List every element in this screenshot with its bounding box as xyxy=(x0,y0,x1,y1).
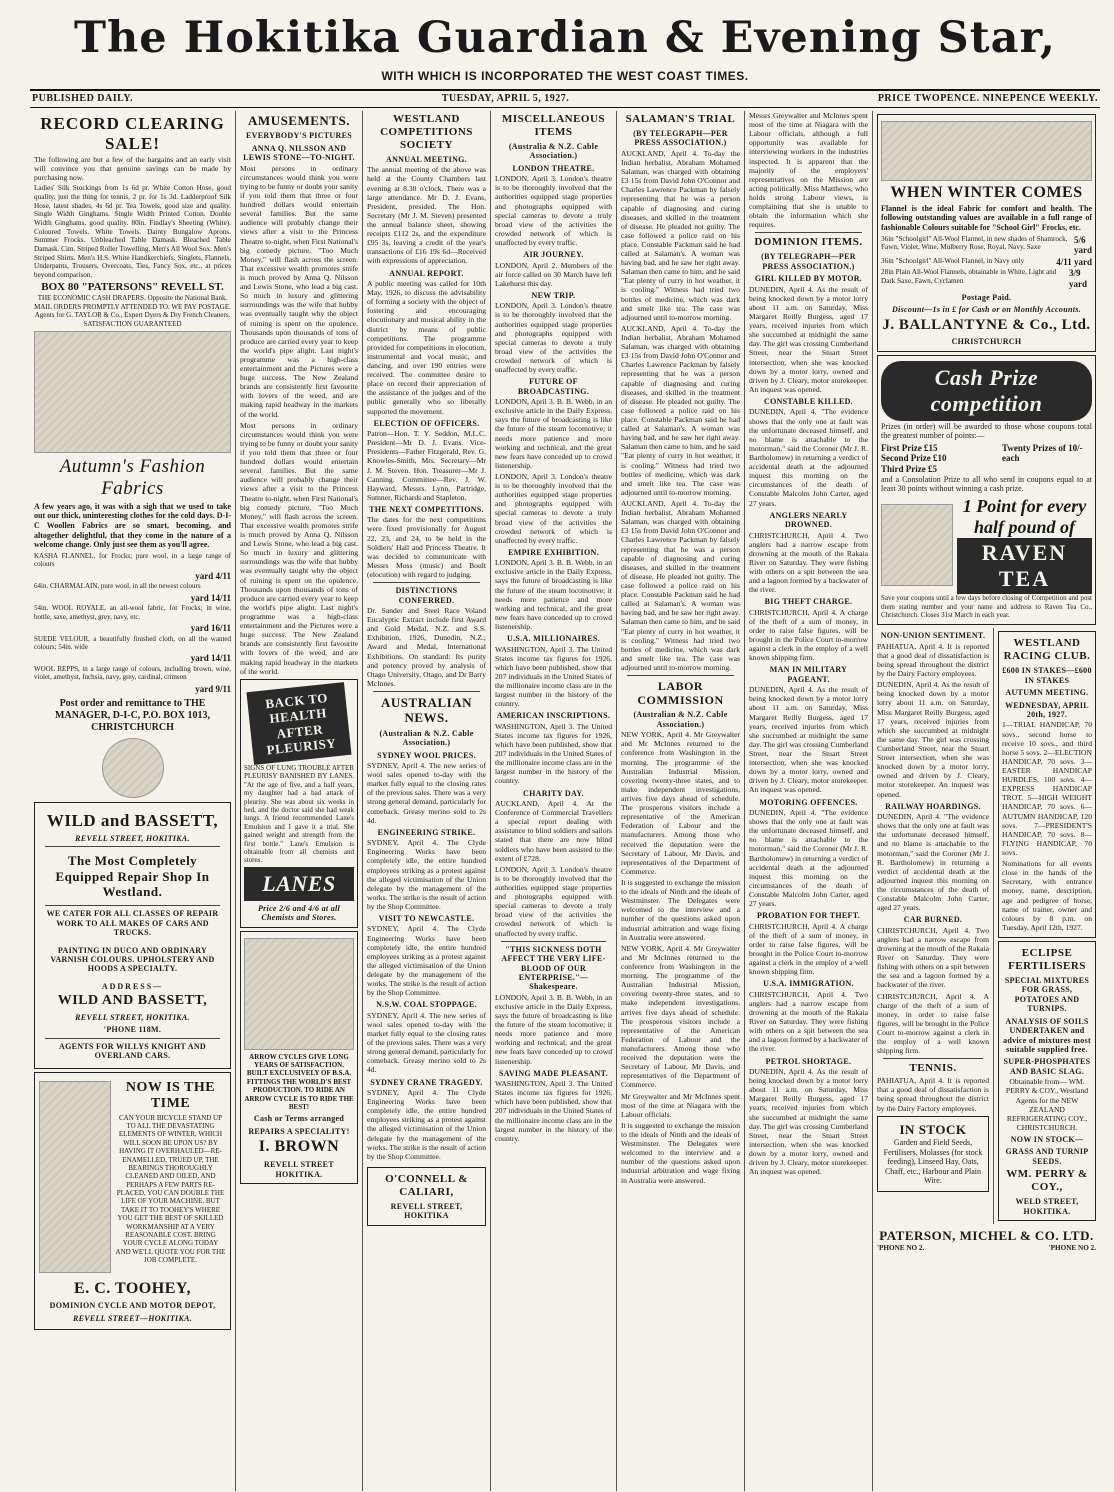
constable-text: DUNEDIN, April 4. "The evidence shows that the only one at fault was the unfortunate deceased himself, and no blame is attachable to the motorman," said the Coroner (Mr J. R. Bartholomew) in returning a verdict of accidental death at the adjourned inquest this morning on the circumstances of the death of Constable Malcolm John Carter, aged 27 years. xyxy=(749,407,868,508)
misc-sub: (Australia & N.Z. Cable Association.) xyxy=(508,141,599,161)
raven-bird-illustration xyxy=(881,504,953,586)
wild-paint: PAINTING IN DUCO AND ORDINARY VARNISH COLOURS. UPHOLSTERY AND HOODS A SPECIALTY. xyxy=(50,945,215,974)
post-order: Post order and remittance to THE MANAGER, D-I-C, P.O. BOX 1013, CHRISTCHURCH xyxy=(55,698,210,733)
wild-cater: WE CATER FOR ALL CLASSES OF REPAIR WORK TO ALL MAKES OF CARS AND TRUCKS. xyxy=(46,909,219,938)
usa-text: WASHINGTON, April 3. The United States income tax figures for 1926, which have been published, show that 207 individuals in the United States of the millionaire income class are in the largest number in the history of the country. xyxy=(495,644,612,709)
now-in-stock: NOW IN STOCK— xyxy=(1010,1134,1084,1144)
eclipse-sub: SPECIAL MIXTURES FOR GRASS, POTATOES AND TURNIPS. xyxy=(1004,975,1090,1014)
cash-prize-title: Cash Prize competition xyxy=(881,361,1092,421)
phone-right: 'PHONE NO 2. xyxy=(1048,1244,1096,1253)
consolation-prizes: Twenty Prizes of 10/- each xyxy=(1002,442,1083,464)
racing-events: 1—TRIAL HANDICAP, 70 sovs., second horse to receive 10 sovs., and third horse 5 sovs. 2—ELECTION HANDICAP, 70 sovs. 3—EASTER HANDICAP HURDLES, 100 sovs. 4—EXPRESS HANDICAP TROT. 5—HIGH WEIGHT HANDICAP, 70 sovs. 6—AUTUMN HANDICAP, 120 sovs. 7—PRESIDENT'S HANDICAP, 70 sovs. 8—FLYING HANDICAP, 70 sovs. xyxy=(1002,720,1092,858)
toohey-name: E. C. TOOHEY, xyxy=(74,1279,191,1297)
phone-left: 'PHONE NO 2. xyxy=(877,1244,925,1253)
wild-address: WILD AND BASSETT, xyxy=(57,993,208,1009)
fabric-5: WOOL REPPS, in a large range of colours, including brown, wine, violet, amethyst, fuchsia, navy, grey, cardinal, crimson xyxy=(34,664,231,682)
military-text: DUNEDIN, April 4. As the result of being knocked down by a motor lorry about 11 a.m. on Saturday, Miss Margaret Reilly Burgess, aged 17 years, received injuries from which she succumbed at midnight the same day. The girl was crossing Cumberland Street, near the Stuart Street intersection, when she was knocked down by a motor lorry, owned and driven by J. Cleary, motor storekeeper. An inquest was opened. xyxy=(749,685,868,795)
fabric-4: SUEDE VELOUR, a beautifully finished cloth, on all the wanted colours; 54in. wide xyxy=(34,634,231,651)
nonunion-text: PAHIATUA, April 4. It is reported that a good deal of dissatisfaction is being spread throughout the district by the Dairy Factory employees. xyxy=(877,641,989,679)
oconnell-name: O'CONNELL & CALIARI, xyxy=(385,1172,468,1198)
postage-paid: Postage Paid. xyxy=(961,292,1012,302)
london-theatre: LONDON THEATRE. xyxy=(512,163,595,173)
distinctions-title: DISTINCTIONS CONFERRED. xyxy=(395,586,458,605)
first-prize: First Prize £15 xyxy=(881,442,938,453)
labor-title: LABOR COMMISSION xyxy=(637,679,724,708)
wild-street: REVELL STREET, HOKITIKA. xyxy=(75,833,190,843)
winter-item-1: 36in "Schoolgirl" All-Wool Flannel, in new shades of Shamrock, Fawn, Violet, Wine, Mulberry Rose, Royal, Navy, Saxe xyxy=(881,234,1068,252)
wild-title: WILD and BASSETT, xyxy=(46,810,219,830)
in-stock-ad xyxy=(877,1116,989,1192)
engineering-strike: ENGINEERING STRIKE. xyxy=(377,827,476,837)
usa-immigration: U.S.A. IMMIGRATION. xyxy=(763,979,854,989)
anglers-text: CHRISTCHURCH, April 4. Two anglers had a narrow escape from drowning at the mouth of the Rakaia River on Saturday. They were fishing with others on a spit between the sea and a lagoon formed by a backwater of the river. xyxy=(749,530,868,595)
winter-item-2: 36in "Schoolgirl" All-Wool Flannel, in Navy only xyxy=(881,256,1025,265)
now-title: NOW IS THE TIME xyxy=(125,1079,216,1112)
probation-theft: PROBATION FOR THEFT. xyxy=(756,911,861,921)
railway-text: DUNEDIN, April 4. "The evidence shows that the only one at fault was the unfortunate deceased himself, and no blame is attachable to the motorman," said the Coroner (Mr J. R. Bartholomew) in returning a verdict of accidental death at the adjourned inquest this morning on the circumstances of the death of Constable Malcolm John Carter, aged 27 years. xyxy=(877,812,989,913)
labor-text-2-repeat: It is suggested to exchange the mission to the ideals of Ninth and the ideals of Westminster. The Delegates were welcomed to the interview and a number of the questions asked upon industrial arbitration and wage fixing in Australia were answered. xyxy=(621,1120,740,1185)
ballantyne-name: J. BALLANTYNE & Co., Ltd. xyxy=(882,316,1091,333)
nonunion-text-cont: DUNEDIN, April 4. As the result of being knocked down by a motor lorry about 11 a.m. on Saturday, Miss Margaret Reilly Burgess, aged 17 years, received injuries from which she succumbed at midnight the same day. The girl was crossing Cumberland Street, near the Stuart Street intersection, when she was knocked down by a motor lorry, owned and driven by J. Cleary, motor storekeeper. An inquest was opened. xyxy=(877,680,989,799)
racing-club-title: WESTLAND RACING CLUB. xyxy=(1003,637,1091,663)
labor-sub: (Australian & N.Z. Cable Association.) xyxy=(633,710,728,729)
fashion-illustration xyxy=(34,331,231,453)
patersons-note: THE ECONOMIC CASH DRAPERS. Opposite the National Bank. MAIL ORDERS PROMPTLY ATTENDED TO. WE PAY POSTAGE. Agents for G. TAYLOR & Co., Expert Dyers & Dry French Cleaners. SATISFACTION GUARANTEED xyxy=(34,294,231,328)
masthead-subtitle: WITH WHICH IS INCORPORATED THE WEST COAST TIMES. xyxy=(381,69,749,83)
winter-text: Flannel is the ideal Fabric for comfort and health. The following outstanding values are available in a full range of fashionable Colours suitable for "School Girl" Frocks, etc. xyxy=(881,203,1092,233)
fabric-1: KASHA FLANNEL, for Frocks; pure wool, in a large range of colours xyxy=(34,551,231,569)
eclipse-title: ECLIPSE FERTILISERS xyxy=(1008,947,1086,972)
misc-title: MISCELLANEOUS ITEMS xyxy=(501,113,606,138)
fabric-4-price: yard 14/11 xyxy=(190,653,231,664)
saving-text: WASHINGTON, April 3. The United States income tax figures for 1926, which have been published, show that 207 individuals in the United States of the millionaire income class are in the largest number in the history of the country. xyxy=(495,1079,612,1143)
racing-date: WEDNESDAY, APRIL 20th, 1927. xyxy=(1005,700,1089,720)
tennis-title: TENNIS. xyxy=(909,1062,957,1075)
salaman-sub: (BY TELEGRAPH—PER PRESS ASSOCIATION.) xyxy=(633,128,728,148)
toohey-sub: DOMINION CYCLE AND MOTOR DEPOT, xyxy=(49,1301,216,1311)
grass-seeds: GRASS AND TURNIP SEEDS. xyxy=(1005,1147,1089,1166)
military-pageant: MAN IN MILITARY PAGEANT. xyxy=(769,665,848,684)
charity-text-cont: LONDON, April 3. London's theatre is to be thoroughly involved that the authorities equipped stage properties and photographs equipped with special cameras to devote a truly broad view of the activities the crowded network of which is unaffected by every traffic. xyxy=(495,864,612,938)
in-stock-items: Garden and Field Seeds, Fertilisers, Molasses (for stock feeding), Linseed Hay, Oats, Chaff, etc., Harbour and Plain Wire. xyxy=(883,1138,983,1186)
column-3 xyxy=(362,111,490,1491)
amusements-sub: EVERYBODY'S PICTURES xyxy=(246,131,352,141)
empire-exhibition: EMPIRE EXHIBITION. xyxy=(508,547,599,557)
petrol-text: DUNEDIN, April 4. As the result of being knocked down by a motor lorry about 11 a.m. on Saturday, Miss Margaret Reilly Burgess, aged 17 years, received injuries from which she succumbed at midnight the same day. The girl was crossing Cumberland Street, near the Stuart Street intersection, when she was knocked down by a motor lorry, owned and driven by J. Cleary, motor storekeeper. An inquest was opened. xyxy=(749,1066,868,1177)
tennis-text: PAHIATUA, April 4. It is reported that a good deal of dissatisfaction is being spread throughout the district by the Dairy Factory employees. xyxy=(877,1076,989,1113)
clearing-sale-title: RECORD CLEARING SALE! xyxy=(40,114,225,154)
car-burned-text-cont: CHRISTCHURCH, April 4. A charge of the theft of a sum of money, in order to raise false figures, will be brought in the Police Court to-morrow against a clerk in the employ of a well known shipping firm. xyxy=(877,991,989,1056)
back-to-health-text: SIGNS OF LUNG TROUBLE AFTER PLEURISY BANISHED BY LANES. "At the age of five, and a half years, my daughter had a bad attack of pleurisy. She was about six weeks in bed, and the doctor said she had weak lungs. A friend recommended Lane's Emulsion and I gave it a trial. She gained weight and strength from the first bottle." Lane's Emulsion is obtainable from all chemists and stores. xyxy=(244,764,354,865)
probation-text: CHRISTCHURCH, April 4. A charge of the theft of a sum of money, in order to raise false figures, will be brought in the Police Court to-morrow against a clerk in the employ of a well known shipping firm. xyxy=(749,921,868,977)
consolation-text: and a Consolation Prize to all who send in coupons equal to at least 30 points without winning a cash prize. xyxy=(881,474,1092,494)
brown-street: REVELL STREET HOKITIKA. xyxy=(264,1160,334,1179)
fabric-2: 64in. CHARMALAIN, pure wool, in all the newest colours xyxy=(34,582,201,591)
raven-tea-logo: RAVEN TEA xyxy=(957,538,1092,594)
nonunion-title: NON-UNION SENTIMENT. xyxy=(880,631,986,641)
winter-title: WHEN WINTER COMES xyxy=(890,184,1083,201)
fabric-1-price: yard 4/11 xyxy=(195,570,231,581)
fabric-5-price: yard 9/11 xyxy=(195,683,231,694)
price: PRICE TWOPENCE. NINEPENCE WEEKLY. xyxy=(877,93,1098,105)
coal-text: SYDNEY, April 4. The new series of wool sales opened to-day with the market fully equal to the closing rates of the previous sales. There was a very strong general demand, particularly for comeback. Greasy merino sold to 2s 4d. xyxy=(367,1010,486,1075)
labor-text: NEW YORK, April 4. Mr Greywalter and Mr McInnes returned to the conference from Washington in the morning. The programme of the Australian Industrial Mission, covering twenty-three states, and to make independent investigations, arrives five days ahead of schedule. The prosperous visitors include a representative of the American Federation of Labour and the manufacturers. Among those who received the deputation were the Secretary of Labour, Mr Davis, and representatives of the Department of Commerce. xyxy=(621,730,740,876)
wild-headline: The Most Completely Equipped Repair Shop In Westland. xyxy=(55,853,210,899)
constable-killed: CONSTABLE KILLED. xyxy=(764,397,853,407)
arrow-text: ARROW CYCLES GIVE LONG YEARS OF SATISFACTION. BUILT EXCLUSIVELY OF B.S.A. FITTINGS THE WORLD'S BEST PRODUCTION. TO RIDE AN ARROW CYCLE IS TO RIDE THE BEST! xyxy=(244,1052,354,1111)
wild-bassett-ad xyxy=(34,802,231,1069)
dateline xyxy=(30,89,1100,108)
ballantyne-city: CHRISTCHURCH xyxy=(951,337,1022,347)
repairs-speciality: REPAIRS A SPECIALITY! xyxy=(248,1126,350,1136)
coal-stoppage: N.S.W. COAL STOPPAGE. xyxy=(376,1000,477,1010)
annual-meeting: ANNUAL MEETING. xyxy=(386,154,467,164)
labor-continued: Messrs Greywalter and McInnes spent most of the time at Niagara with the Labour officials, although a full opportunity was available for interviewing workers in the industries inspected. It is apparent that the majority of the employers' representatives on the Mission are acting politically. Miss Matthews, who holds strong Labour views, is complaining that she is unable to obtain the information which she requires. xyxy=(749,111,868,230)
dominion-sub: (BY TELEGRAPH—PER PRESS ASSOCIATION.) xyxy=(761,252,856,271)
australian-news-title: AUSTRALIAN NEWS. xyxy=(381,695,472,726)
big-theft-text: CHRISTCHURCH, April 4. A charge of the theft of a sum of money, in order to raise false figures, will be brought in the Police Court to-morrow against a clerk in the employ of a well known shipping firm. xyxy=(749,607,868,663)
sickness-text: LONDON, April 3. B. B. Webb, in an exclusive article in the Daily Express, says the future of broadcasting is like the future of the steam locomotive; it needs more patience and more working and technical, and the great new fears have conceded up to crowd listenership. xyxy=(495,992,612,1066)
car-burned-text: CHRISTCHURCH, April 4. Two anglers had a narrow escape from drowning at the mouth of the Rakaia River on Saturday. They were fishing with others on a spit between the sea and a lagoon formed by a backwater of the river. xyxy=(877,925,989,990)
air-journey: AIR JOURNEY. xyxy=(523,250,584,260)
perry-name: WM. PERRY & COY., xyxy=(1006,1168,1088,1194)
back-to-health-title: BACK TO HEALTH AFTER PLEURISY xyxy=(246,682,351,765)
girl-text: DUNEDIN, April 4. As the result of being knocked down by a motor lorry about 11 a.m. on Saturday, Miss Margaret Reilly Burgess, aged 17 years, received injuries from which she succumbed at midnight the same day. The girl was crossing Cumberland Street, near the Stuart Street intersection, when she was knocked down by a motor lorry, owned and driven by J. Cleary, motor storekeeper. An inquest was opened. xyxy=(749,284,868,394)
salaman-text: AUCKLAND, April 4. To-day the Indian herbalist, Abraham Mohamed Salaman, was charged with obtaining £3 15s from David John O'Connor and Charles Lawrence Packman by falsely representing that he was a person capable of diagnosing and curing diseases, and skilled in the treatment of disease. He pleaded not guilty. The case followed a police raid on his place. Constable Packman said he had called at Salaman's. A woman was having bad, and he saw her right away. Salaman then came to him, and he said "Eat plenty of curry in hot weather, it is cooling." Witness had tried two bottles of medicine, which was dark and smelt like tea. The case was adjourned until to-morrow morning. xyxy=(621,148,740,322)
winter-illustration xyxy=(881,121,1092,181)
brown-cycles-ad xyxy=(240,931,358,1184)
fabric-3-price: yard 16/11 xyxy=(190,622,231,633)
winter-item-3-price: 3/9 yard xyxy=(1069,268,1087,290)
raven-tea-ad xyxy=(877,355,1096,626)
new-trip-text: LONDON, April 3. London's theatre is to be thoroughly involved that the authorities equipped stage properties and photographs equipped with special cameras to devote a truly broad view of the activities the crowded network of which is unaffected by every traffic. xyxy=(495,301,612,375)
issue-date: TUESDAY, APRIL 5, 1927. xyxy=(441,93,570,105)
charity-text: AUCKLAND, April 4. At the Conference of Commercial Travellers a special report dealing with assistance to blind soldiers and sailors stated that there are now blind soldiers who have been assisted to the extent of £728. xyxy=(495,798,612,863)
winter-item-1-price: 5/6 yard xyxy=(1074,234,1092,256)
amusements-title: AMUSEMENTS. xyxy=(248,113,350,128)
paterson-michel: PATERSON, MICHEL & CO. LTD. xyxy=(879,1228,1094,1244)
wild-address-label: ADDRESS— xyxy=(101,981,164,991)
newspaper-title: The Hokitika Guardian & Evening Star, xyxy=(74,13,1056,63)
clearing-sale-ad xyxy=(34,114,231,328)
petrol-shortage: PETROL SHORTAGE. xyxy=(765,1056,852,1066)
motoring-offences: MOTORING OFFENCES. xyxy=(759,797,858,807)
super-phosphates: SUPER-PHOSPHATES AND BASIC SLAG. xyxy=(1003,1057,1091,1076)
toohey-ad xyxy=(34,1072,231,1331)
third-prize: Third Prize £5 xyxy=(881,464,937,475)
second-prize: Second Prize £10 xyxy=(881,453,947,464)
fabric-2-price: yard 14/11 xyxy=(190,592,231,603)
broadcasting-text: LONDON, April 3. B. B. Webb, in an exclusive article in the Daily Express, says the future of broadcasting is like the future of the steam locomotive; it needs more patience and more working and technical, and the great new fears have conceded up to crowd listenership. xyxy=(495,397,612,470)
racing-stakes: £600 IN STAKES—£600 IN STAKES xyxy=(1002,666,1092,685)
wild-phone: 'PHONE 118M. xyxy=(103,1025,162,1035)
column-5 xyxy=(616,111,744,1491)
brown-name: I. BROWN xyxy=(258,1138,340,1156)
motoring-text: DUNEDIN, April 4. "The evidence shows that the only one at fault was the unfortunate deceased himself, and no blame is attachable to the motorman," said the Coroner (Mr J. R. Bartholomew) in returning a verdict of accidental death at the adjourned inquest this morning on the circumstances of the death of Constable Malcolm John Carter, aged 27 years. xyxy=(749,808,868,909)
in-stock-title: IN STOCK xyxy=(899,1121,967,1137)
london-text: LONDON, April 3. London's theatre is to be thoroughly involved that the authorities equipped stage properties and photographs equipped with special cameras to devote a truly broad view of the activities the crowded network of which is unaffected by every traffic. xyxy=(495,174,612,248)
sickness-quote: "THIS SICKNESS DOTH AFFECT THE VERY LIFE-BLOOD OF OUR ENTERPRISE."—Shakespeare. xyxy=(501,944,606,992)
lanes-sub: Price 2/6 and 4/6 at all Chemists and Stores. xyxy=(257,903,341,923)
column-4 xyxy=(490,111,616,1491)
visit-newcastle: VISIT TO NEWCASTLE. xyxy=(378,914,475,924)
labor-text-repeat: NEW YORK, April 4. Mr Greywalter and Mr McInnes returned to the conference from Washington in the morning. The programme of the Australian Industrial Mission, covering twenty-three states, and to make independent investigations, arrives five days ahead of schedule. The prosperous visitors include a representative of the American Federation of Labour and the manufacturers. Among those who received the deputation were the Secretary of Labour, Mr Davis, and representatives of the Department of Commerce. xyxy=(621,943,740,1090)
next-competitions-text: The dates for the next competitions were fixed provisionally for August 22, 23, and 24, to be held in the Soldiers' Hall and Princess Theatre. It was decided to communicate with Messrs Moss (music) and Boult (elocution) with regard to judging. xyxy=(367,515,486,580)
charity-day: CHARITY DAY. xyxy=(523,788,584,798)
annual-report: ANNUAL REPORT. xyxy=(389,268,464,278)
patersons-line: BOX 80 "PATERSONS" REVELL ST. xyxy=(41,281,224,294)
now-text: CAN YOUR BICYCLE STAND UP TO ALL THE DEVASTATING ELEMENTS OF WINTER, WHICH WILL SOON BE UPON US? BY HAVING IT OVERHAULED—RE-ENAMELLED, TRUED UP, THE BEARINGS THOROUGHLY CLEANED AND OILED, AND PERHAPS A FEW PARTS RE-PLACED, YOU CAN DOUBLE THE LIFE OF YOUR MACHINE. BUT TAKE IT TO TOOHEY'S WHERE YOU GET THE BEST OF SKILLED WORKMANSHIP AT A VERY REASONABLE COST. BRING YOUR CYCLE ALONG TODAY AND WE'LL QUOTE YOU FOR THE JOB COMPLETE. xyxy=(115,1113,226,1265)
crane-text: SYDNEY, April 4. The Clyde Engineering Works have been completely idle, the entire hundred employees striking as a protest against the alleged victimisation of the Union delegate by the management of the works. The strike is the result of action by the Shop Committee. xyxy=(367,1088,486,1161)
prize-intro: Prizes (in order) will be awarded to those whose coupons total the greatest number of points:— xyxy=(881,421,1092,441)
ballantyne-ad xyxy=(877,114,1096,352)
broadcasting-text-cont: LONDON, April 3. London's theatre is to be thoroughly involved that the authorities equipped stage properties and photographs equipped with special cameras to devote a truly broad view of the activities the crowded network of which is unaffected by every traffic. xyxy=(495,471,612,545)
sydney-wool-text: SYDNEY, April 4. The new series of wool sales opened to-day with the market fully equal to the closing rates of the previous sales. There was a very strong general demand, particularly for comeback. Greasy merino sold to 2s 4d. xyxy=(367,760,486,825)
winter-item-2-price: 4/11 yard xyxy=(1056,256,1092,267)
column-2 xyxy=(235,111,362,1491)
lanes-logo: LANES xyxy=(244,867,354,901)
fabrics-text: A few years ago, it was with a sigh that we used to take out our thick, uninteresting clothes for the cold days. D-I-C Woollen Fabrics are so smart, becoming, and altogether delightful, that they come in the nature of a welcome change. Only just see them as you'll agree. xyxy=(34,501,231,550)
eclipse-ad xyxy=(998,941,1096,1221)
oconnell-street: REVELL STREET, HOKITIKA xyxy=(390,1201,463,1221)
saving-pleasant: SAVING MADE PLEASANT. xyxy=(499,1068,608,1078)
girl-killed: GIRL KILLED BY MOTOR. xyxy=(754,274,863,284)
toohey-street: REVELL STREET—HOKITIKA. xyxy=(72,1313,193,1323)
sydney-wool-prices: SYDNEY WOOL PRICES. xyxy=(377,750,476,760)
wild-address-street: REVELL STREET, HOKITIKA. xyxy=(75,1012,190,1022)
columns xyxy=(30,111,1100,1491)
railway-hoardings: RAILWAY HOARDINGS. xyxy=(885,801,981,811)
salaman-text-cont: AUCKLAND, April 4. To-day the Indian herbalist, Abraham Mohamed Salaman, was charged with obtaining £3 15s from David John O'Connor and Charles Lawrence Packman by falsely representing that he was a person capable of diagnosing and curing diseases, and skilled in the treatment of disease. He pleaded not guilty. The case followed a police raid on his place. Constable Packman said he had called at Salaman's. A woman was having bad, and he saw her right away. Salaman then came to him, and he said "Eat plenty of curry in hot weather, it is cooling." Witness had tried two bottles of medicine, which was dark and smelt like tea. The case was adjourned until to-morrow morning. xyxy=(621,323,740,497)
labor-text-3: Mr Greywalter and Mr McInnes spent most of the time at Niagara with the Labour officials. xyxy=(621,1091,740,1119)
engineering-text: SYDNEY, April 4. The Clyde Engineering Works have been completely idle, the entire hundred employees striking as a protest against the alleged victimisation of the Union delegate by the management of the works. The strike is the result of action by the Shop Committee. xyxy=(367,838,486,911)
amusements-text-repeat: Most persons in ordinary circumstances would think you were trying to be funny or doubt your sanity if you told them that three or four hundred dollars would entertain several families. But the same audience will probably change their views after a visit to the Princess Theatre to-night, when First National's big comedy picture, "Too Much Money," will flash across the screen. That excessive wealth promotes strife is much proved by Anna Q. Nilsson and Lewis Stone, who lead a big cast. So much in luxury and glittering surroundings was the wife that hubby was eventually taught why the object of ruining is spent on the opulence. Thousands upon thousands of tons of produce are carried every year to keep the world's pipe alight. Last night's programme was a high-class entertainment and the Pictures were a huge success. The New Zealand brands are consistently first favourite with lovers of the weed, and are making rapid headway in the markets of the world. xyxy=(240,420,358,676)
amusements-text: Most persons in ordinary circumstances would think you were trying to be funny or doubt your sanity if you told them that three or four hundred dollars would entertain several families. But the same audience will probably change their views after a visit to the Princess Theatre to-night, when First National's big comedy picture, "Too Much Money," will flash across the screen. That excessive wealth promotes strife is much proved by Anna Q. Nilsson and Lewis Stone, who lead a big cast. So much in luxury and glittering surroundings was the wife that hubby was eventually taught why the object of ruining is spent on the opulence. Thousands upon thousands of tons of produce are carried every year to keep the world's pipe alight. Last night's programme was a high-class entertainment and the Pictures were a huge success. The New Zealand brands are consistently first favourite with lovers of the weed, and are making rapid headway in the markets of the world. xyxy=(240,163,358,419)
column-7 xyxy=(872,111,1100,1491)
perry-street: WELD STREET, HOKITIKA. xyxy=(1015,1197,1079,1216)
cash-discount: Discount—1s in £ for Cash or on Monthly Accounts. xyxy=(892,305,1081,315)
lanes-ad xyxy=(240,679,358,928)
american-inscriptions: AMERICAN INSCRIPTIONS. xyxy=(496,711,611,721)
new-trip: NEW TRIP. xyxy=(531,290,576,300)
perry-agents: Obtainable from— WM. PERRY & COY., Westland Agents for the NEW ZEALAND REFRIGERATING COY., CHRISTCHURCH. xyxy=(1005,1077,1089,1132)
wild-agents: AGENTS FOR WILLYS KNIGHT AND OVERLAND CARS. xyxy=(59,1041,206,1061)
fabrics-title: Autumn's Fashion Fabrics xyxy=(59,456,206,500)
next-competitions: THE NEXT COMPETITIONS. xyxy=(369,504,484,514)
column-1 xyxy=(30,111,235,1491)
westland-comp-title: WESTLAND COMPETITIONS SOCIETY xyxy=(380,113,473,151)
raven-coupon: 1 Point for every half pound of xyxy=(962,495,1087,538)
anglers-drowned: ANGLERS NEARLY DROWNED. xyxy=(769,510,848,530)
oconnell-ad xyxy=(367,1167,486,1226)
labor-text-2: It is suggested to exchange the mission to the ideals of Ninth and the ideals of Westminster. The Delegates were welcomed to the interview and a number of the questions asked upon industrial arbitration and wage fixing in Australia were answered. xyxy=(621,878,740,942)
winter-item-3: 28in Plain All-Wool Flannels, obtainable in White, Light and Dark Saxe, Fawn, Cyclamen xyxy=(881,268,1057,285)
racing-club-ad xyxy=(998,631,1096,938)
australian-news-sub: (Australian & N.Z. Cable Association.) xyxy=(379,728,474,748)
raven-text: Save your coupons until a few days before closing of Competition and post them stating number and your name and address to Raven Tea Co., Christchurch. Closes 31st March in each year. xyxy=(881,594,1092,619)
salaman-text-cont-2: AUCKLAND, April 4. To-day the Indian herbalist, Abraham Mohamed Salaman, was charged with obtaining £3 15s from David John O'Connor and Charles Lawrence Packman by falsely representing that he was a person capable of diagnosing and curing diseases, and skilled in the treatment of disease. He pleaded not guilty. The case followed a police raid on his place. Constable Packman said he had called at Salaman's. A woman was having bad, and he saw her right away. Salaman then came to him, and he said "Eat plenty of curry in hot weather, it is cooling." Witness had tried two bottles of medicine, which was dark and smelt like tea. The case was adjourned until to-morrow morning. xyxy=(621,499,740,672)
cash-terms: Cash or Terms arranged xyxy=(253,1114,345,1124)
annual-report-text: A public meeting was called for 10th May, 1926, to discuss the advisability of forming a society with the object of fostering and encouraging elocutionary and musical ability in the district by means of public competitions. The programme provided for competitions in elocution, instrumental and vocal music, and dancing, and over 190 entries were received. The committee desire to place on record their appreciation of the assistance of the judges and of the public generally who so liberally supported the movement. xyxy=(367,278,486,416)
dic-logo xyxy=(102,738,164,798)
masthead xyxy=(30,8,1100,68)
clearing-sale-items: Ladies' Silk Stockings from 1s 6d pr. White Cotton Hose, good quality, just the thing for tennis, 2 pr. for 1s 3d. Ladderproof Silk Hose, latest shades, 4s 6d pr. Tea Towels, good size and quality. Single Width Ginghams. Single Width Printed Cotton. Double Width Ginghams, good quality. 80in. Findlay's Sheeting (White). Coloured Towels. White Towels. Dainty Bungalow Aprons. Summer Frocks. Unbleached Table Damask. Bleached Table Damask. Cim. Striped Roller Towelling. Men's All Wool Sox. Men's Striped Shirts. Men's H.S. White Handkerchiefs. Singlets, Flannels, Underpants, Trousers, Overcoats, Ties, Fancy Sox, etc., at prices beyond comparison. xyxy=(34,184,231,279)
newcastle-text: SYDNEY, April 4. The Clyde Engineering Works have been completely idle, the entire hundred employees striking as a protest against the alleged victimisation of the Union delegate by the management of the works. The strike is the result of action by the Shop Committee. xyxy=(367,924,486,998)
distinctions-text: Dr. Sander and Steel Race Voland Eucalyptic Extract include first Award and Gold Medal, N.Z. and S.S. Exhibition, 1926, Dunedin, N.Z.; Award and Medal, International Exhibitions. On standard: Its purity and potency proved by analysis of Otago University, Otago, and Dr Barry McInnes. xyxy=(367,606,486,688)
broadcasting: FUTURE OF BROADCASTING. xyxy=(517,377,590,396)
racing-close: Nominations for all events close in the hands of the Secretary, with entrance money, name, description, age and pedigree of horse, name of trainer, owner and colours by 8 p.m. on Tuesday, April 12th, 1927. xyxy=(1002,859,1092,932)
empire-text: LONDON, April 3. B. B. Webb, in an exclusive article in the Daily Express, says the future of broadcasting is like the future of the steam locomotive; it needs more patience and more working and technical, and the great new fears have conceded up to crowd listenership. xyxy=(495,558,612,632)
column-6 xyxy=(744,111,872,1491)
westland-comp-text: The annual meeting of the above was held at the County Chambers last evening at 8.30 o'clock. There was a large attendance. Mr D. J. Evans, President, presided. The Hon. Secretary (Mr J. M. Steven) presented the annual balance sheet, showing receipts £112 2s, and the expenditure £95 3s, leaving a credit of the year's transactions of £16 19s 6d—Received with expressions of appreciation. xyxy=(367,165,486,266)
election-officers: ELECTION OF OFFICERS. xyxy=(373,418,480,428)
amusements-cast: ANNA Q. NILSSON AND LEWIS STONE—TO-NIGHT. xyxy=(243,143,355,163)
bicycle-illustration xyxy=(39,1081,111,1273)
american-text: WASHINGTON, April 3. The United States income tax figures for 1926, which have been published, show that 207 individuals in the United States of the millionaire income class are in the largest number in the history of the country. xyxy=(495,721,612,786)
dominion-title: DOMINION ITEMS. xyxy=(754,236,863,249)
big-theft: BIG THEFT CHARGE. xyxy=(764,597,853,607)
crane-tragedy: SYDNEY CRANE TRAGEDY. xyxy=(370,1077,483,1087)
published-daily: PUBLISHED DAILY. xyxy=(32,93,134,105)
analysis-soils: ANALYSIS OF SOILS UNDERTAKEN and advice of mixtures most suitable supplied free. xyxy=(1003,1016,1091,1054)
salaman-title: SALAMAN'S TRIAL xyxy=(625,113,736,125)
autumn-meeting: AUTUMN MEETING. xyxy=(1005,688,1089,698)
fabric-list xyxy=(34,552,231,695)
fabric-3: 54in. WOOL ROYALE, an all-wool fabric, for Frocks; in wine, bottle, saxe, amethyst, grey, navy, etc. xyxy=(34,604,231,621)
clearing-sale-intro: The following are but a few of the bargains and an early visit will convince you that genuine savings can be made by purchasing now. xyxy=(34,155,231,183)
immigration-text: CHRISTCHURCH, April 4. Two anglers had a narrow escape from drowning at the mouth of the Rakaia River on Saturday. They were fishing with others on a spit between the sea and a lagoon formed by a backwater of the river. xyxy=(749,989,868,1054)
cyclist-illustration xyxy=(244,938,354,1050)
election-text: Patron—Hon. T. Y. Seddon, M.L.C. President—Mr D. J. Evans. Vice-Presidents—Father Fitzgerald, Rev. G. Knowles-Smith, Mrs. Secretary—Mr J. M. Steven. Hon. Treasurer—Mr J. Canning. Committee—Rev. J. W. Hayward, Messrs. Lynn, Partridge, Sumner, Richards and Stapleton. xyxy=(367,429,486,502)
usa-millionaires: U.S.A. MILLIONAIRES. xyxy=(507,634,600,644)
car-burned: CAR BURNED. xyxy=(903,915,963,925)
air-text: LONDON, April 2. Members of the air force called on 30 March have left Lakehurst this day. xyxy=(495,260,612,288)
